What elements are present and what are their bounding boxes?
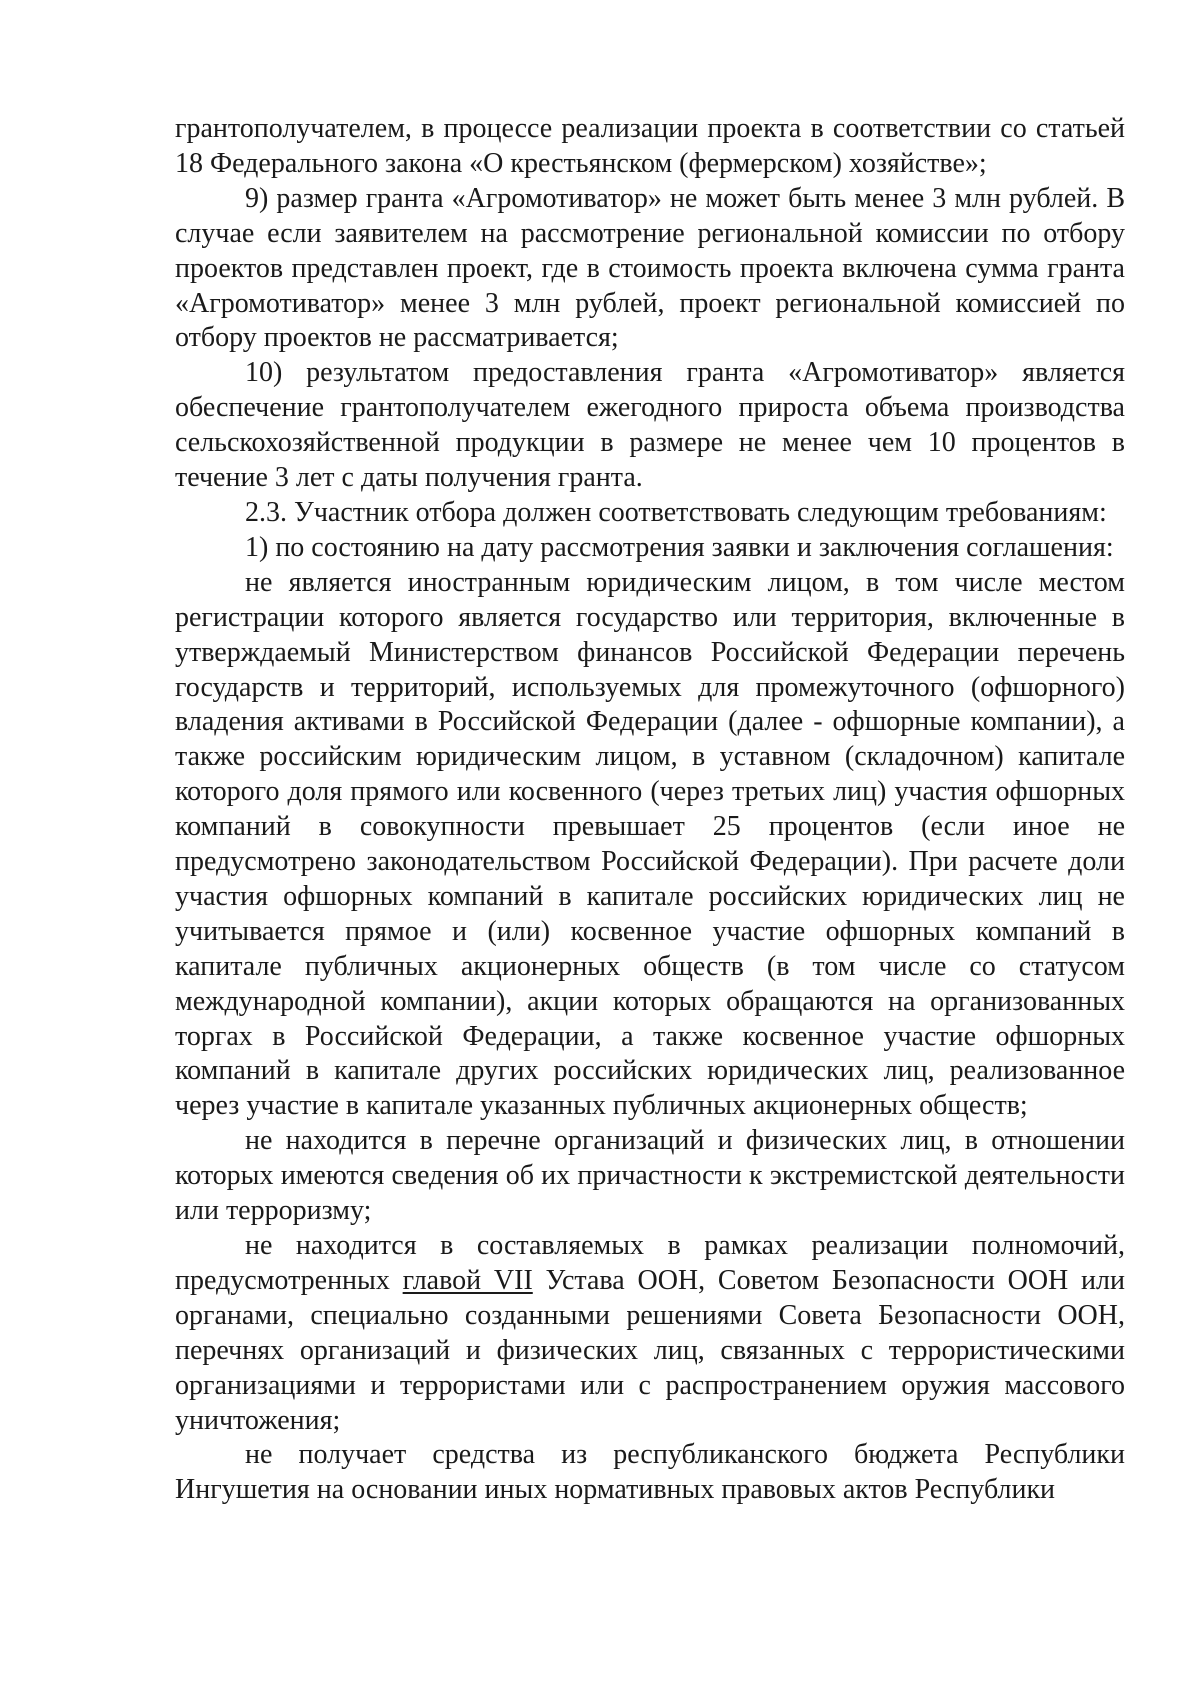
paragraph-item-1: 1) по состоянию на дату рассмотрения заявки и заключения соглашения:: [245, 531, 1114, 563]
document-body: [175, 112, 1125, 1508]
paragraph-budget-requirement: не получает средства из республиканского бюджета Республики Ингушетия на основании иных нормативных правовых актов Республики: [175, 1439, 1125, 1506]
paragraph-text-before-link: не находится в составляемых в рамках реализации полномочий, предусмотренных: [175, 1230, 1125, 1296]
paragraph-section-2-3: 2.3. Участник отбора должен соответствовать следующим требованиям:: [245, 496, 1107, 528]
paragraph-text-after-link: Устава ООН, Советом Безопасности ООН или органами, специально созданными решениями Совета Безопасности ООН, перечнях организаций и физических лиц, связанных с террористическими организациями и террористами или с распространением оружия массового уничтожения;: [175, 1264, 1125, 1436]
paragraph-continuation: грантополучателем, в процессе реализации проекта в соответствии со статьей 18 Федерального закона «О крестьянском (фермерском) хозяйстве»;: [175, 113, 1125, 179]
un-charter-chapter-link[interactable]: главой VII: [402, 1264, 533, 1296]
paragraph-item-10: 10) результатом предоставления гранта «Агромотиватор» является обеспечение грантополучателем ежегодного прироста объема производства сельскохозяйственной продукции в размере не менее чем 10 процентов в течение 3 лет с даты получения гранта.: [175, 357, 1125, 494]
paragraph-offshore-requirement: не является иностранным юридическим лицом, в том числе местом регистрации которого является государство или территория, включенные в утверждаемый Министерством финансов Российской Федерации перечень государств и территорий, используемых для промежуточного (офшорного) владения активами в Российской Федерации (далее - офшорные компании), а также российским юридическим лицом, в уставном (складочном) капитале которого доля прямого или косвенного (через третьих лиц) участия офшорных компаний в совокупности превышает 25 процентов (если иное не предусмотрено законодательством Российской Федерации). При расчете доли участия офшорных компаний в капитале российских юридических лиц не учитывается прямое и (или) косвенное участие офшорных компаний в капитале публичных акционерных обществ (в том числе со статусом международной компании), акции которых обращаются на организованных торгах в Российской Федерации, а также косвенное участие офшорных компаний в капитале других российских юридических лиц, реализованное через участие в капитале указанных публичных акционерных обществ;: [175, 566, 1125, 1122]
paragraph-extremism-requirement: не находится в перечне организаций и физических лиц, в отношении которых имеются сведения об их причастности к экстремистской деятельности или терроризму;: [175, 1125, 1125, 1227]
paragraph-un-sanctions-requirement: [175, 1229, 1125, 1438]
paragraph-item-9: 9) размер гранта «Агромотиватор» не может быть менее 3 млн рублей. В случае если заявителем на рассмотрение региональной комиссии по отбору проектов представлен проект, где в стоимость проекта включена сумма гранта «Агромотиватор» менее 3 млн рублей, проект региональной комиссией по отбору проектов не рассматривается;: [175, 182, 1125, 354]
